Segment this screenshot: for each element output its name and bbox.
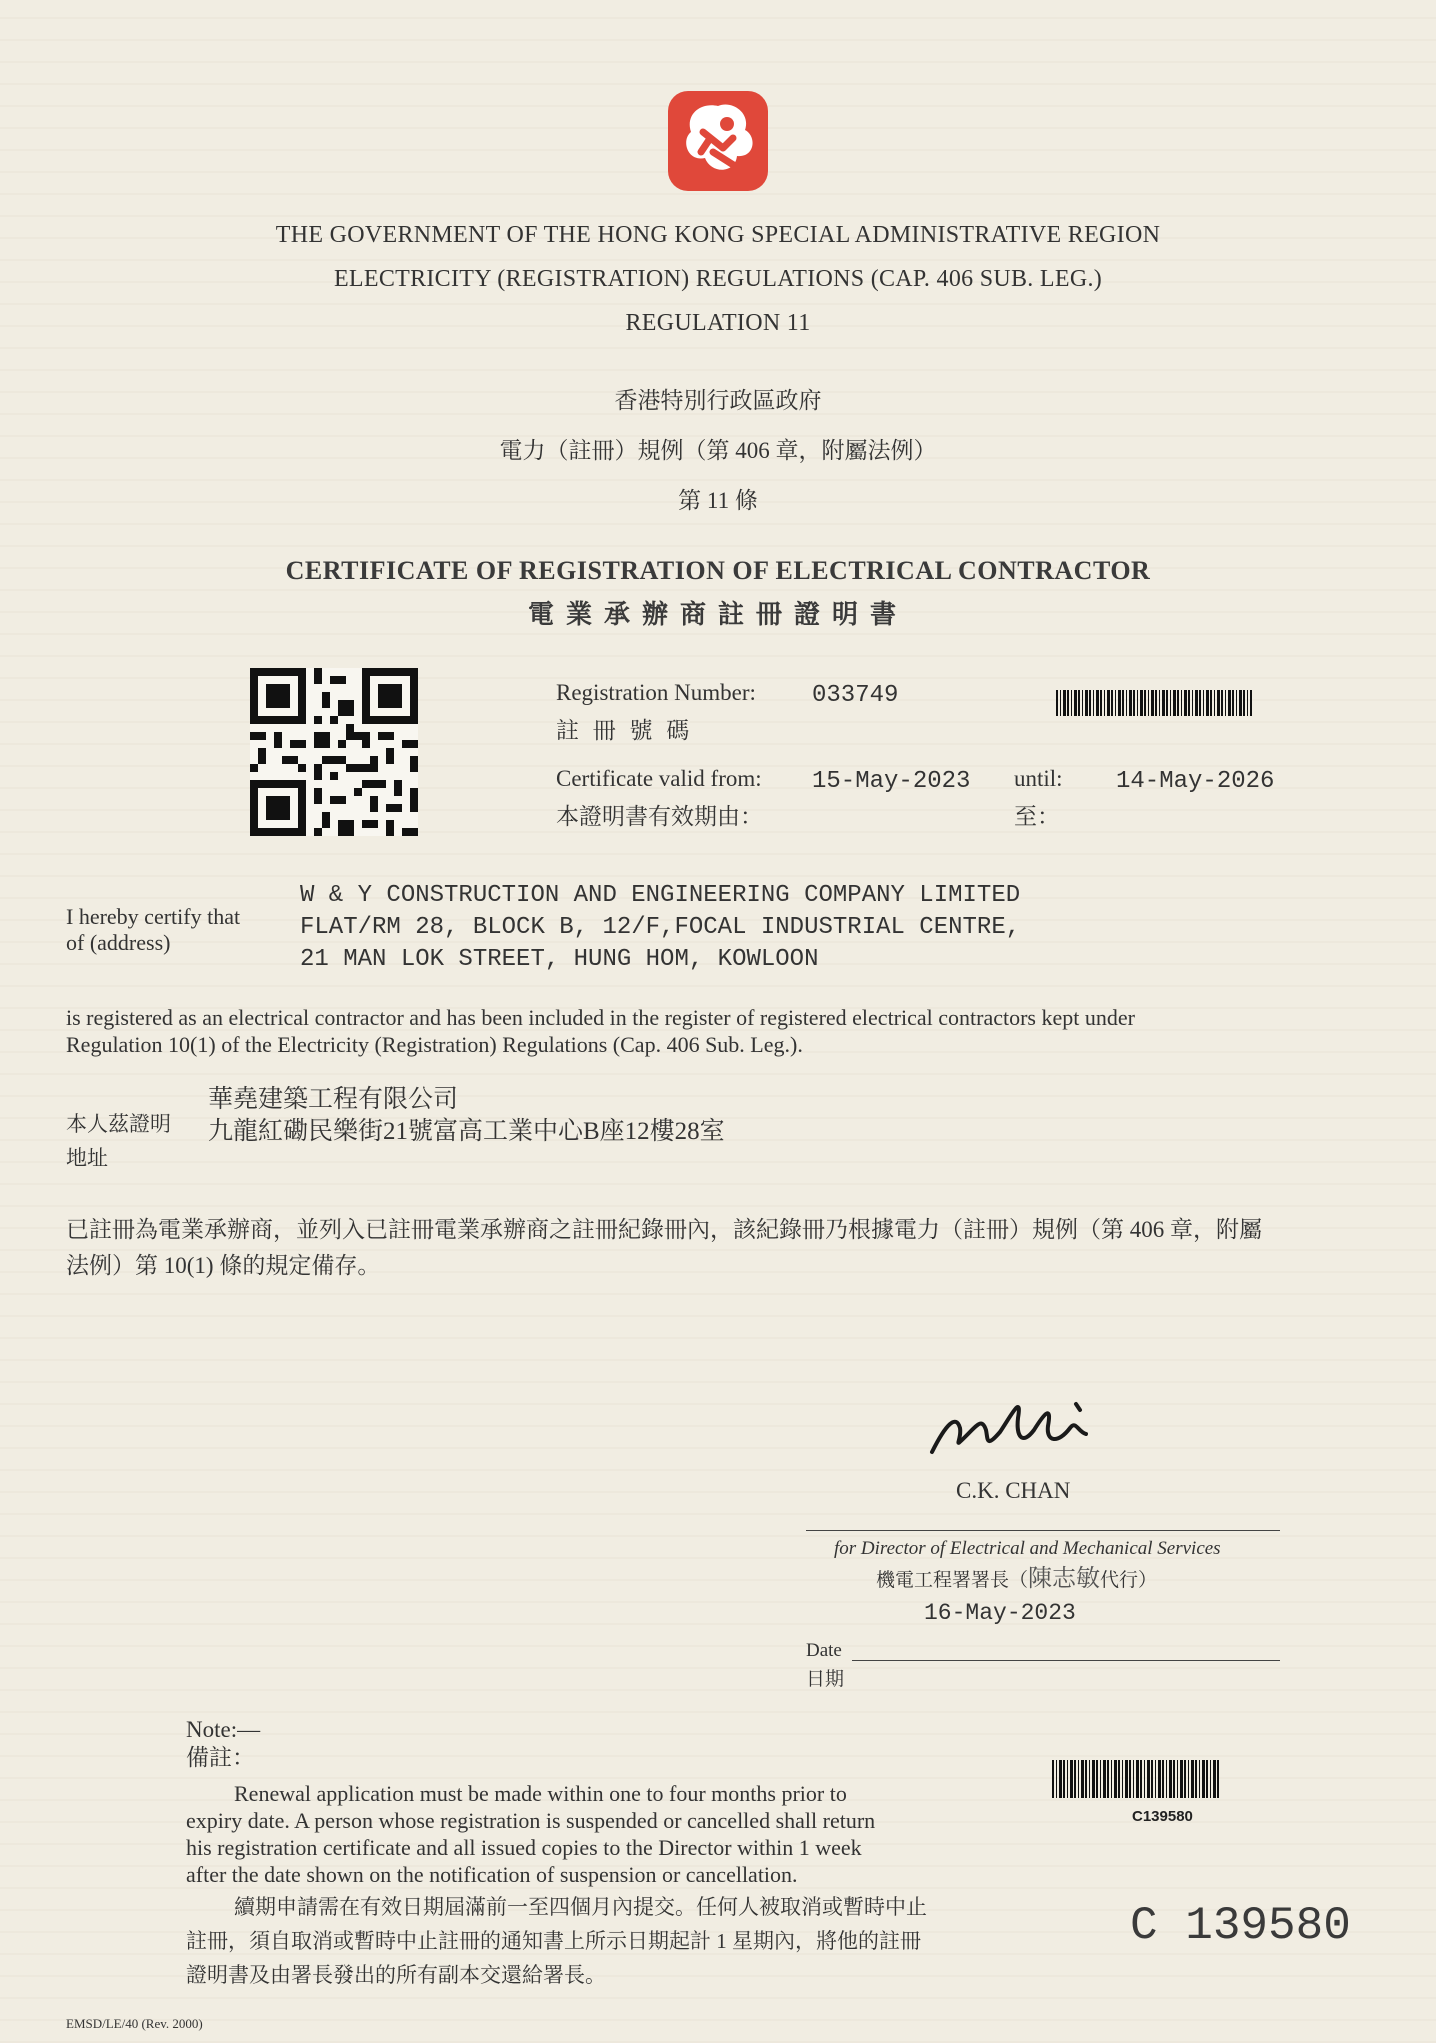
note-en-line3: his registration certificate and all issued copies to the Director within 1 week [186,1835,862,1860]
valid-until-value: 14-May-2026 [1116,768,1275,795]
note-zh-line3: 證明書及由署長發出的所有副本交還給署長。 [186,1963,606,1987]
header-en-line1: THE GOVERNMENT OF THE HONG KONG SPECIAL ADMINISTRATIVE REGION [275,222,1161,248]
note-zh-line2: 註冊，須自取消或暫時中止註冊的通知書上所示日期起計 1 星期內，將他的註冊 [186,1929,921,1953]
signatory-name: C.K. CHAN [956,1478,1071,1503]
header-zh-line1: 香港特別行政區政府 [614,388,822,413]
registration-number-label-zh: 註 冊 號 碼 [556,718,694,743]
until-label-zh: 至： [1014,804,1060,829]
serial-number-small: C139580 [1132,1808,1193,1825]
valid-from-value: 15-May-2023 [812,768,971,795]
header-en-line2: ELECTRICITY (REGISTRATION) REGULATIONS (CAP. 406 SUB. LEG.) [333,266,1103,292]
for-zh-prefix: 機電工程署署長（ [876,1570,1029,1591]
certificate-title-en: CERTIFICATE OF REGISTRATION OF ELECTRICAL CONTRACTOR [285,556,1151,585]
header-zh-line2: 電力（註冊）規例（第 406 章，附屬法例） [499,438,937,463]
company-name-zh: 華堯建築工程有限公司 [208,1086,459,1113]
valid-from-label-zh: 本證明書有效期由： [556,804,763,829]
date-label-en: Date [806,1640,842,1661]
signature-image [926,1384,1106,1464]
signatory-for-en: for Director of Electrical and Mechanical Services [834,1538,1221,1559]
address-zh: 九龍紅磡民樂街21號富高工業中心B座12樓28室 [208,1118,725,1145]
date-line [852,1660,1280,1661]
date-label-zh: 日期 [806,1669,845,1690]
statement-en-line2: Regulation 10(1) of the Electricity (Registration) Regulations (Cap. 406 Sub. Leg.). [66,1032,803,1057]
certify-label-zh-line1: 本人茲證明 [66,1112,171,1136]
company-name-en: W & Y CONSTRUCTION AND ENGINEERING COMPANY LIMITED [300,882,1021,909]
header-zh-line3: 第 11 條 [678,488,758,513]
hksar-emblem-logo [665,88,771,194]
serial-number-large: C 139580 [1130,1900,1351,1952]
statement-en-line1: is registered as an electrical contractor and has been included in the register of registered electrical contractors kept under [66,1005,1135,1030]
serial-barcode [1052,1760,1220,1798]
registration-number-value: 033749 [812,682,899,709]
note-zh-line1: 續期申請需在有效日期屆滿前一至四個月內提交。任何人被取消或暫時中止 [234,1895,927,1919]
statement-zh-line2: 法例）第 10(1) 條的規定備存。 [66,1253,381,1278]
signature-line [806,1530,1280,1531]
stamp-name: 陳志敏 [1028,1566,1101,1592]
certify-label-zh-line2: 地址 [66,1146,108,1170]
certify-label-line2: of (address) [66,930,171,955]
header-en-line3: REGULATION 11 [625,310,811,336]
note-en-line4: after the date shown on the notification of suspension or cancellation. [186,1862,798,1887]
note-label-en: Note:— [186,1717,261,1742]
signature-date-value: 16-May-2023 [924,1600,1076,1626]
note-en-line1: Renewal application must be made within one to four months prior to [234,1781,847,1806]
valid-from-label-en: Certificate valid from: [556,766,762,791]
registration-number-label-en: Registration Number: [556,680,756,705]
for-zh-suffix: 代行） [1100,1570,1158,1591]
note-label-zh: 備註： [186,1745,255,1770]
until-label-en: until: [1014,766,1063,791]
note-en-line2: expiry date. A person whose registration is suspended or cancelled shall return [186,1808,876,1833]
registration-barcode [1056,690,1252,716]
address-en-line2: 21 MAN LOK STREET, HUNG HOM, KOWLOON [300,946,819,973]
signatory-for-zh [876,1558,1157,1593]
address-en-line1: FLAT/RM 28, BLOCK B, 12/F,FOCAL INDUSTRIAL CENTRE, [300,914,1021,941]
form-code: EMSD/LE/40 (Rev. 2000) [66,2016,203,2031]
qr-code-icon [250,668,418,836]
statement-zh-line1: 已註冊為電業承辦商，並列入已註冊電業承辦商之註冊紀錄冊內，該紀錄冊乃根據電力（註冊）規例（第 406 章，附屬 [66,1217,1262,1242]
certificate-title-zh: 電業承辦商註冊證明書 [527,600,908,629]
certify-label-line1: I hereby certify that [66,904,241,929]
